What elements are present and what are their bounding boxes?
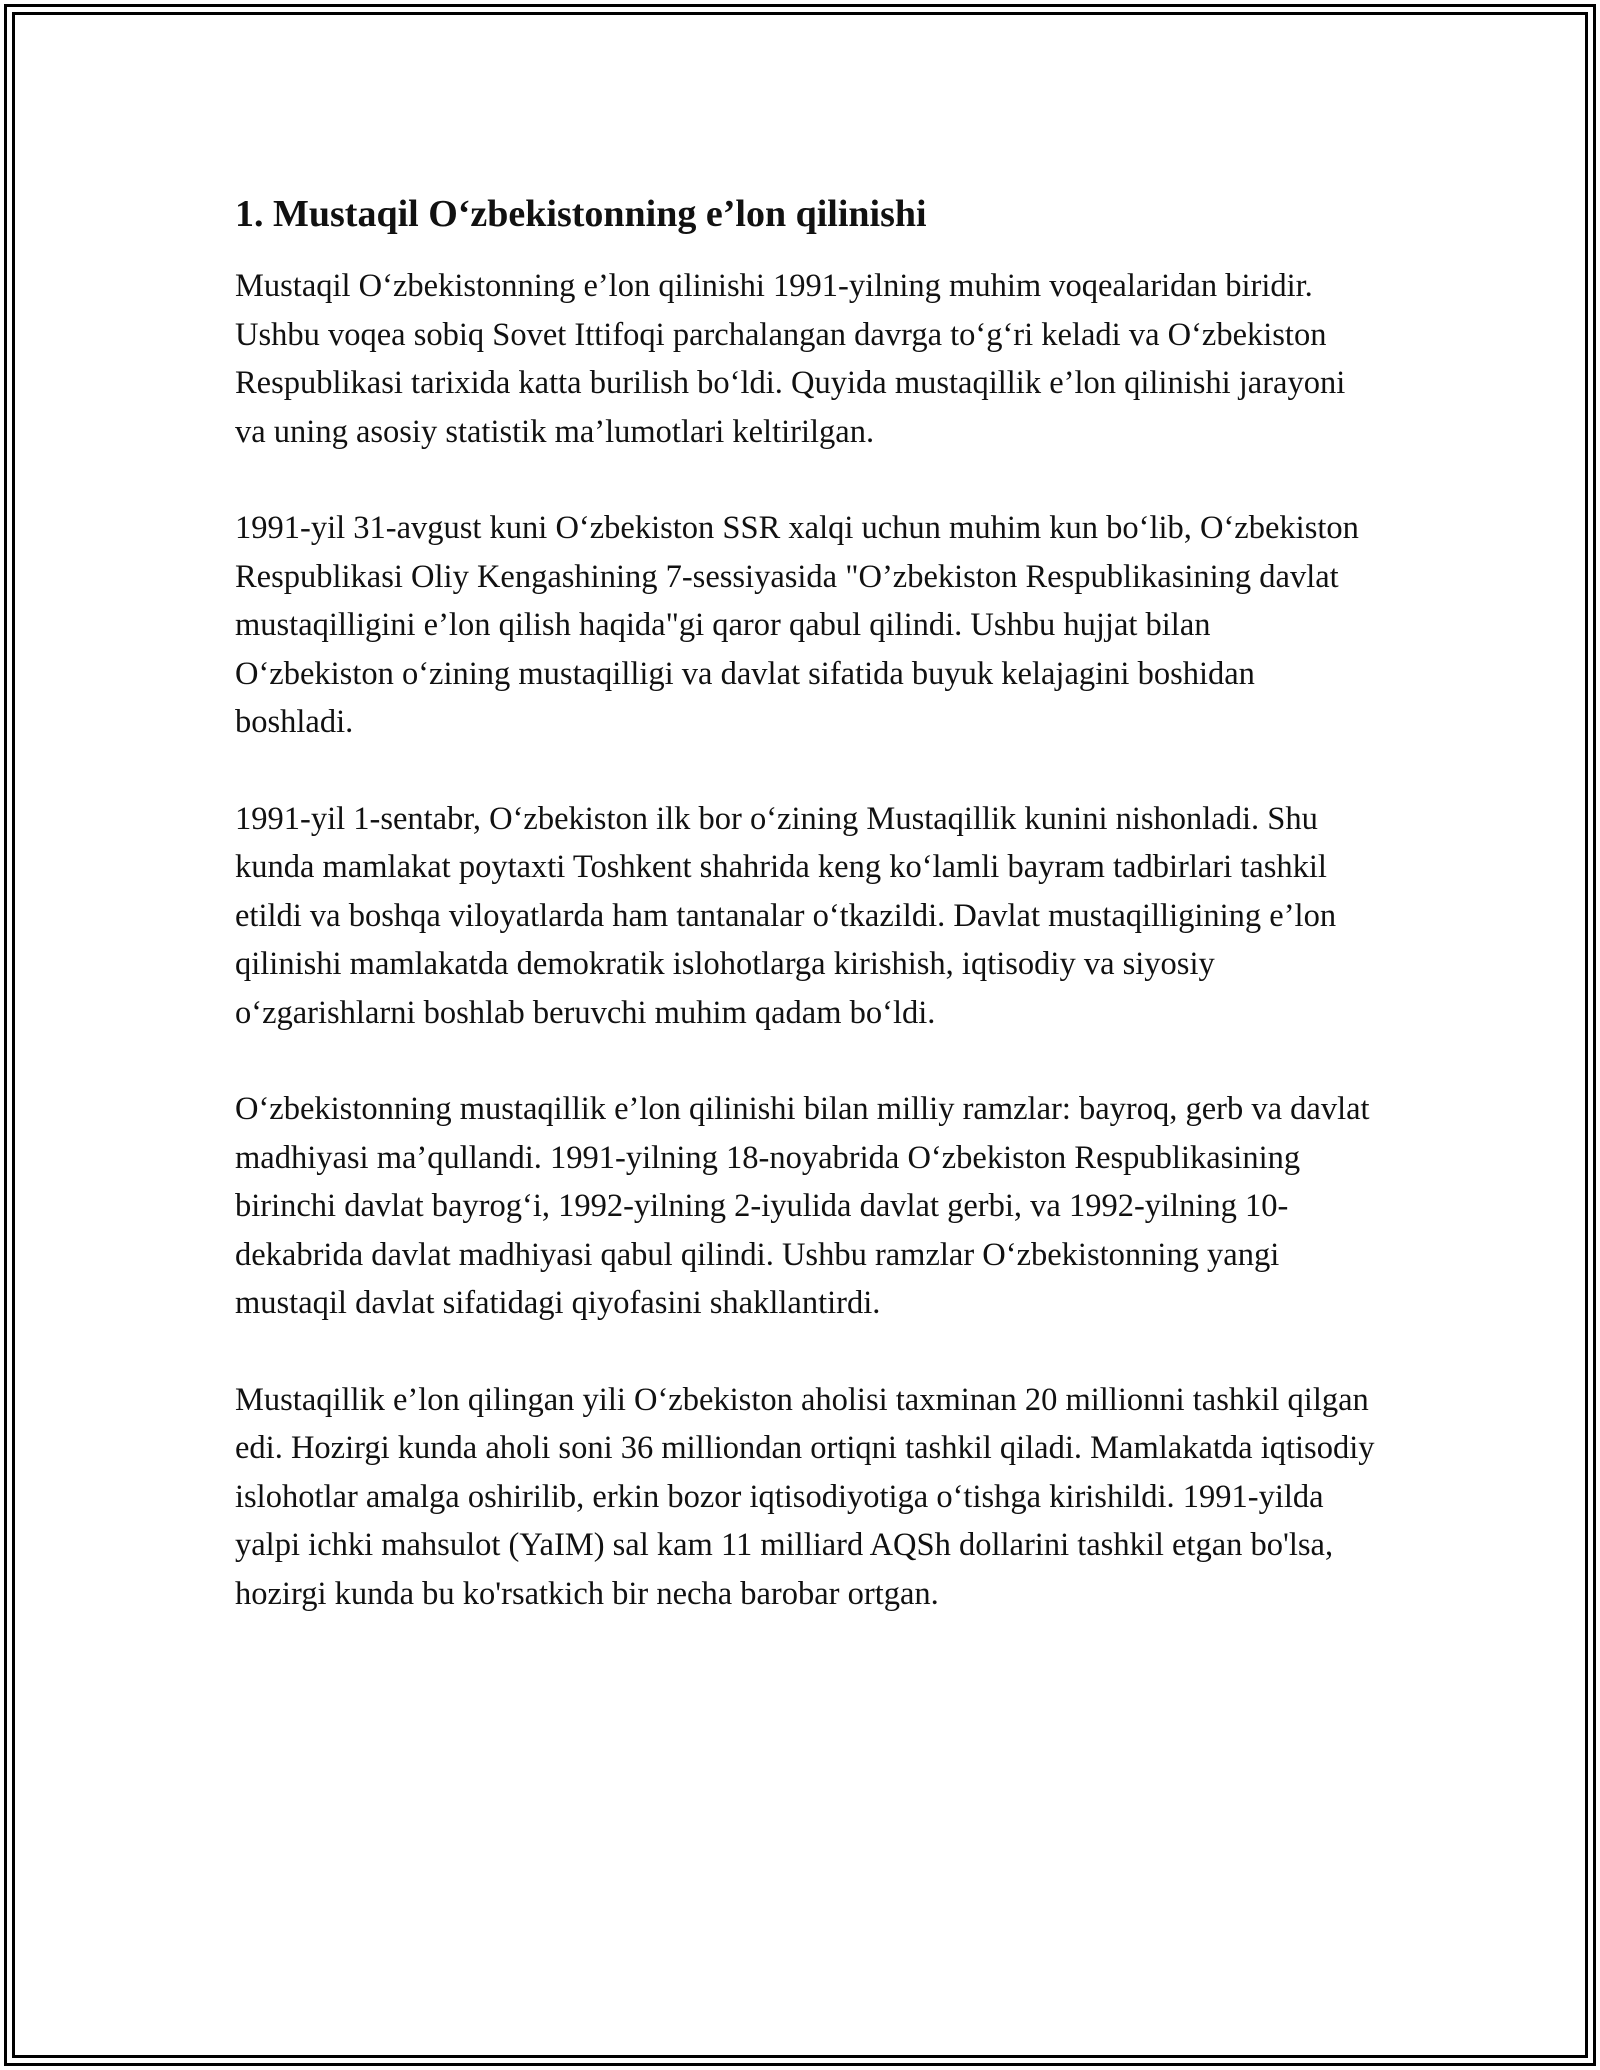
paragraph-national-symbols: O‘zbekistonning mustaqillik e’lon qilinishi bilan milliy ramzlar: bayroq, gerb va davlat madhiyasi ma’qullandi. 1991-yilning 18-noyabrida O‘zbekiston Respublikasining birinchi davlat bayrog‘i, 1992-yilning 2-iyulida davlat gerbi, va 1992-yilning 10-dekabrida davlat madhiyasi qabul qilindi. Ushbu ramzlar O‘zbekistonning yangi mustaqil davlat sifatidagi qiyofasini shakllantirdi. [235,1091,1370,1321]
paragraph-independence-day: 1991-yil 1-sentabr, O‘zbekiston ilk bor o‘zining Mustaqillik kunini nishonladi. Shu kunda mamlakat poytaxti Toshkent shahrida keng ko‘lamli bayram tadbirlari tashkil etildi va boshqa viloyatlarda ham tantanalar o‘tkazildi. Davlat mustaqilligining e’lon qilinishi mamlakatda demokratik islohotlarga kirishish, iqtisodiy va siyosiy o‘zgarishlarni boshlab beruvchi muhim qadam bo‘ldi. [235,800,1337,1031]
paragraph-intro: Mustaqil O‘zbekistonning e’lon qilinishi 1991-yilning muhim voqealaridan biridir. Ushbu voqea sobiq Sovet Ittifoqi parchalangan davrga to‘g‘ri keladi va O‘zbekiston Respublikasi tarixida katta burilish bo‘ldi. Quyida mustaqillik e’lon qilinishi jarayoni va uning asosiy statistik ma’lumotlari keltirilgan. [235,268,1346,450]
section-heading: 1. Mustaqil O‘zbekistonning e’lon qilinishi [235,193,927,235]
paragraph-declaration: 1991-yil 31-avgust kuni O‘zbekiston SSR xalqi uchun muhim kun bo‘lib, O‘zbekiston Respublikasi Oliy Kengashining 7-sessiyasida "O’zbekiston Respublikasining davlat mustaqilligini e’lon qilish haqida"gi qaror qabul qilindi. Ushbu hujjat bilan O‘zbekiston o‘zining mustaqilligi va davlat sifatida buyuk kelajagini boshidan boshladi. [235,510,1359,740]
paragraph-population-economy: Mustaqillik e’lon qilingan yili O‘zbekiston aholisi taxminan 20 millionni tashkil qilgan edi. Hozirgi kunda aholi soni 36 milliondan ortiqni tashkil qiladi. Mamlakatda iqtisodiy islohotlar amalga oshirilib, erkin bozor iqtisodiyotiga o‘tishga kirishildi. 1991-yilda yalpi ichki mahsulot (YaIM) sal kam 11 milliard AQSh dollarini tashkil etgan bo'lsa, hozirgi kunda bu ko'rsatkich bir necha barobar ortgan. [235,1381,1375,1612]
document-body [235,190,1375,1666]
